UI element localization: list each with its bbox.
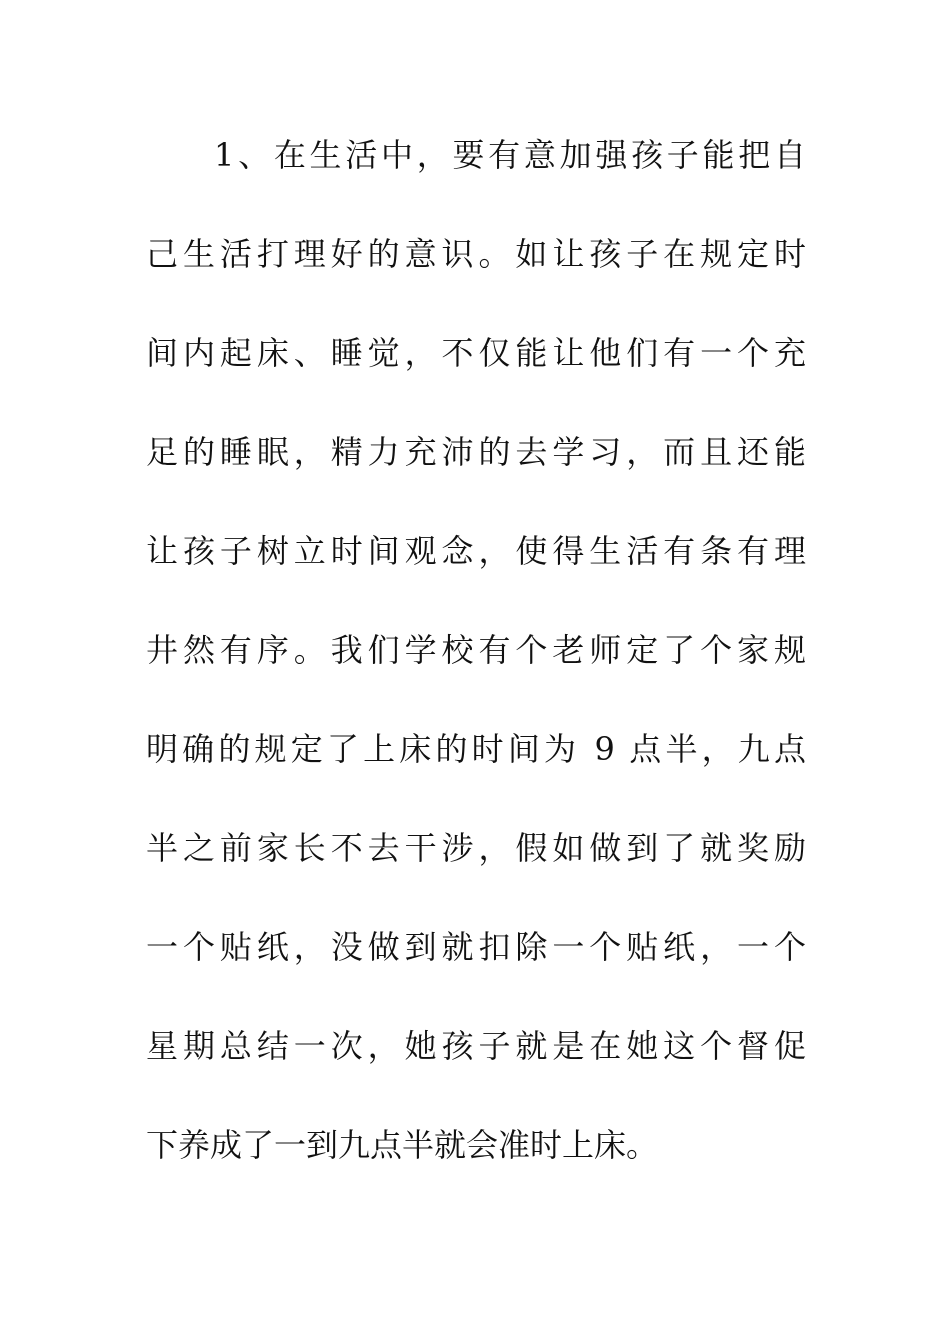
paragraph-line: 己生活打理好的意识。如让孩子在规定时 [146,235,806,273]
paragraph-line: 间内起床、睡觉，不仅能让他们有一个充 [146,334,806,372]
paragraph-line: 下养成了一到九点半就会准时上床。 [146,1126,659,1164]
paragraph-line: 足的睡眠，精力充沛的去学习，而且还能 [146,433,806,471]
paragraph-line: 半之前家长不去干涉，假如做到了就奖励 [146,829,806,867]
paragraph-line: 星期总结一次，她孩子就是在她这个督促 [146,1027,806,1065]
paragraph-line: 1、在生活中，要有意加强孩子能把自 [214,136,806,174]
paragraph-line: 井然有序。我们学校有个老师定了个家规 [146,631,806,669]
paragraph-line: 一个贴纸，没做到就扣除一个贴纸，一个 [146,928,806,966]
paragraph-line: 明确的规定了上床的时间为 9 点半，九点 [146,730,806,768]
paragraph-line: 让孩子树立时间观念，使得生活有条有理 [146,532,806,570]
